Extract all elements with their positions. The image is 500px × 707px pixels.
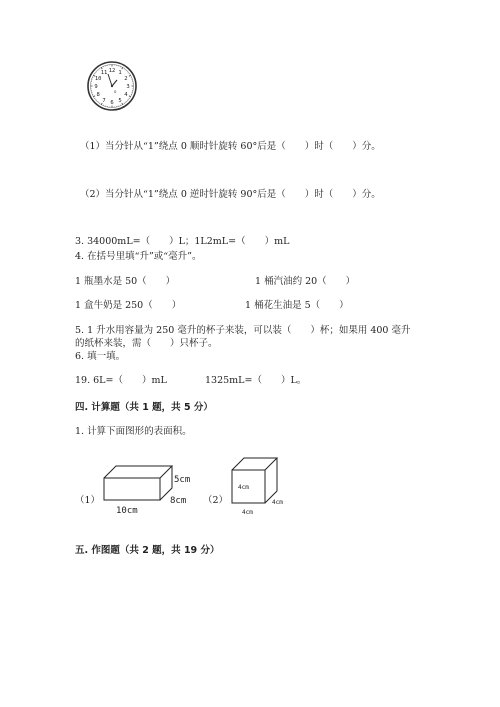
clock-number: 1 xyxy=(118,70,122,77)
question-5-line-2: 的纸杯来装，需（ ）只杯子。 xyxy=(75,338,218,349)
clock-number: 11 xyxy=(100,70,108,77)
clock-question-2: （2）当分针从“1”绕点 0 逆时针旋转 90°后是（ ）时（ ）分。 xyxy=(80,189,381,200)
svg-text:o: o xyxy=(114,89,117,94)
cuboid-height-label: 5cm xyxy=(174,475,191,485)
question-5-line-1: 5. 1 升水用容量为 250 毫升的杯子来装，可以装（ ）杯；如果用 400 毫升 xyxy=(75,325,411,336)
figure-2-label: （2） xyxy=(203,495,229,506)
question-3: 3. 34000mL=（ ）L；1L2mL=（ ）mL xyxy=(75,236,290,247)
question-6-item-1: 19. 6L=（ ）mL xyxy=(75,375,167,386)
cube-depth-label: 4cm xyxy=(272,499,283,506)
clock-tick xyxy=(101,67,102,69)
clock-number: 9 xyxy=(94,84,98,90)
clock-tick xyxy=(122,103,123,105)
cube-figure xyxy=(228,456,298,520)
clock-number: 4 xyxy=(124,92,128,98)
clock-number: 8 xyxy=(96,92,100,98)
clock-tick xyxy=(99,103,100,104)
question-6-item-2: 1325mL=（ ）L。 xyxy=(205,375,307,386)
question-4-title: 4. 在括号里填“升”或“毫升”。 xyxy=(75,251,202,262)
clock-tick xyxy=(127,72,128,73)
clock-tick xyxy=(126,101,127,102)
clock-tick xyxy=(129,73,130,74)
section-5-title: 五. 作图题（共 2 题，共 19 分） xyxy=(75,545,220,556)
clock-number: 6 xyxy=(110,100,114,106)
cuboid-length-label: 10cm xyxy=(116,506,138,516)
clock-tick xyxy=(129,75,131,76)
clock-number: 5 xyxy=(118,97,122,104)
clock-tick xyxy=(96,72,97,73)
clock-number: 2 xyxy=(124,76,128,82)
section-4-question-1: 1. 计算下面图形的表面积。 xyxy=(75,426,192,437)
clock-tick xyxy=(126,70,127,71)
clock-tick xyxy=(124,69,125,70)
clock-tick xyxy=(96,100,97,101)
question-4-item-1: 1 瓶墨水是 50（ ） xyxy=(75,276,176,287)
clock-number: 10 xyxy=(94,76,102,82)
clock-tick xyxy=(93,96,95,97)
cuboid-width-label: 8cm xyxy=(170,496,187,506)
clock-figure xyxy=(86,60,138,112)
clock-question-1: （1）当分针从“1”绕点 0 顺时针旋转 60°后是（ ）时（ ）分。 xyxy=(80,141,381,152)
clock-tick xyxy=(122,67,123,69)
clock-number: 3 xyxy=(126,84,130,90)
question-6-title: 6. 填一填。 xyxy=(75,351,126,362)
question-4-item-2: 1 桶汽油约 20（ ） xyxy=(255,276,356,287)
clock-number: 12 xyxy=(108,68,116,74)
section-4-title: 四. 计算题（共 1 题，共 5 分） xyxy=(75,402,213,413)
cube-bottom-label: 4cm xyxy=(242,509,253,516)
question-4-item-4: 1 桶花生油是 5（ ） xyxy=(245,300,349,311)
cuboid-figure xyxy=(98,458,198,518)
question-4-item-3: 1 盒牛奶是 250（ ） xyxy=(75,300,182,311)
clock-tick xyxy=(124,103,125,104)
clock-tick xyxy=(98,70,99,71)
clock-tick xyxy=(127,100,128,101)
clock-tick xyxy=(129,96,131,97)
clock-number: 7 xyxy=(102,97,106,104)
figure-1-label: （1） xyxy=(75,495,101,506)
clock-tick xyxy=(95,73,96,74)
cube-face-label: 4cm xyxy=(238,484,249,491)
clock-tick xyxy=(95,98,96,99)
clock-tick xyxy=(98,101,99,102)
clock-tick xyxy=(129,98,130,99)
